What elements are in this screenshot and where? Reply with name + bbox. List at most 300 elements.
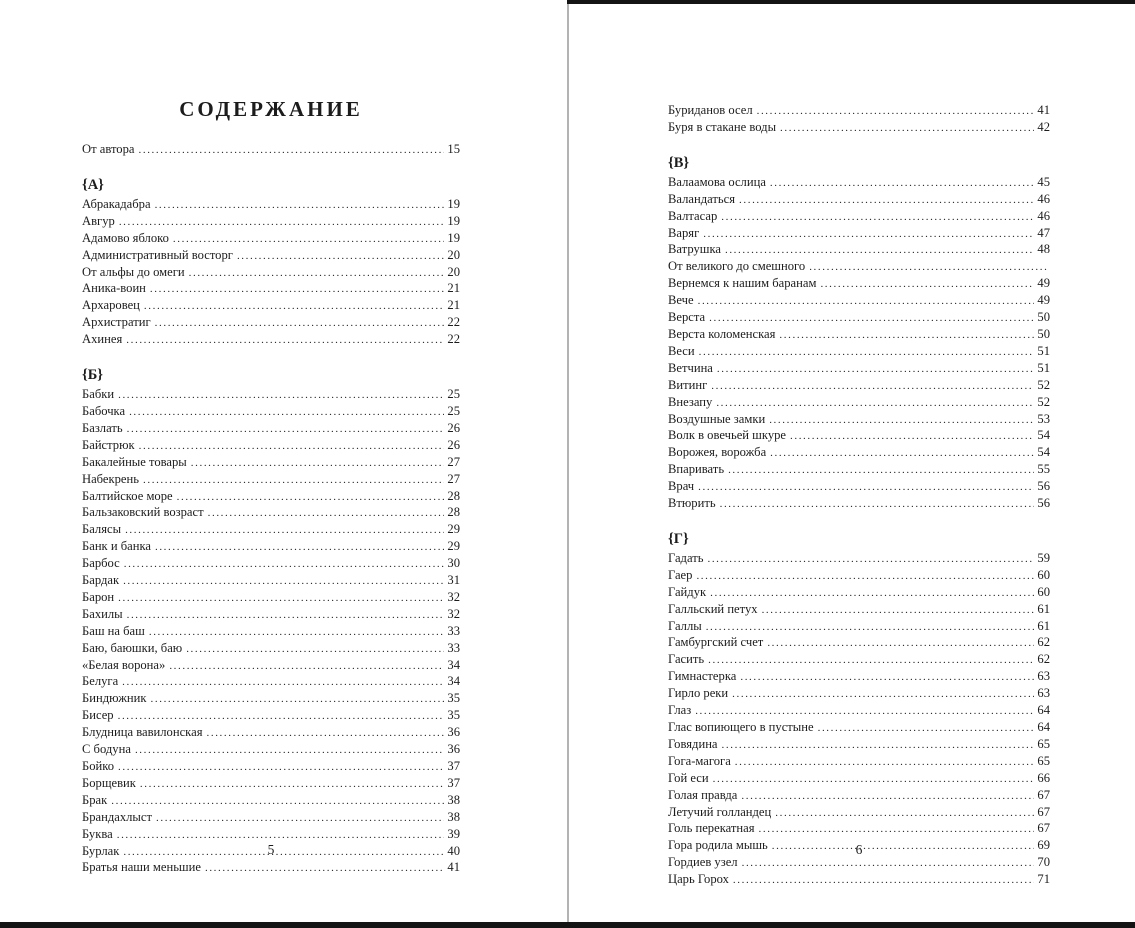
toc-entry-page: 34	[447, 657, 460, 672]
toc-entry	[82, 298, 460, 315]
dot-leader	[237, 248, 444, 265]
toc-entry	[668, 652, 1050, 669]
toc-entry	[668, 192, 1050, 209]
dot-leader	[739, 192, 1034, 209]
toc-entry-label: Архистратиг	[82, 315, 151, 330]
dot-leader	[177, 489, 445, 506]
toc-entry-label: Баш на баш	[82, 623, 145, 638]
toc-entry-page: 34	[447, 674, 460, 689]
toc-entry-label: Байстрюк	[82, 437, 135, 452]
toc-entry-label: Буриданов осел	[668, 103, 753, 117]
dot-leader	[123, 573, 444, 590]
toc-entry-page: 51	[1037, 360, 1050, 375]
toc-entry-label: Ахинея	[82, 332, 123, 347]
toc-entry-page: 63	[1037, 669, 1050, 684]
toc-entry-page: 54	[1037, 428, 1050, 443]
dot-leader	[703, 226, 1034, 243]
toc-entry	[668, 175, 1050, 192]
toc-entry-page: 41	[447, 860, 460, 875]
toc-entry	[668, 635, 1050, 652]
toc-entry	[82, 658, 460, 675]
toc-entry	[82, 776, 460, 793]
toc-entry-label: Гамбургский счет	[668, 635, 764, 650]
toc-entry	[668, 259, 1050, 276]
toc-entry-label: Бабки	[82, 387, 115, 402]
toc-entry-page: 19	[447, 196, 460, 211]
toc-entry	[668, 242, 1050, 259]
dot-leader	[118, 387, 444, 404]
toc-entry-label: Валандаться	[668, 191, 736, 206]
dot-leader	[117, 827, 445, 844]
toc-entry	[668, 293, 1050, 310]
toc-entry-label: Балтийское море	[82, 488, 173, 503]
toc-entry	[668, 619, 1050, 636]
dot-leader	[125, 522, 444, 539]
left-page-number: 5	[267, 842, 275, 857]
toc-entry-label: Волк в овечьей шкуре	[668, 428, 786, 443]
dot-leader	[720, 496, 1035, 513]
dot-leader	[696, 568, 1034, 585]
dot-leader	[139, 142, 445, 159]
toc-entry	[668, 669, 1050, 686]
toc-entry-page: 40	[447, 843, 460, 858]
right-page-content	[668, 103, 1050, 889]
toc-entry-label: Бакалейные товары	[82, 454, 187, 469]
toc-title: СОДЕРЖАНИЕ	[179, 97, 363, 121]
dot-leader	[155, 539, 444, 556]
toc-entry	[82, 691, 460, 708]
toc-entry-label: Ватрушка	[668, 242, 721, 257]
toc-entry-label: Брандахлыст	[82, 809, 152, 824]
toc-entry-label: Бардак	[82, 573, 120, 588]
toc-entry-page: 33	[447, 640, 460, 655]
toc-entry	[82, 197, 460, 214]
toc-entry	[82, 742, 460, 759]
toc-entry-label: Голь перекатная	[668, 821, 755, 836]
dot-leader	[759, 821, 1035, 838]
toc-entry-page: 31	[447, 573, 460, 588]
dot-leader	[143, 472, 444, 489]
toc-entry	[82, 725, 460, 742]
toc-entry-label: Ворожея, ворожба	[668, 445, 767, 460]
toc-entry	[668, 568, 1050, 585]
dot-leader	[722, 737, 1035, 754]
dot-leader	[698, 293, 1035, 310]
toc-entry	[82, 708, 460, 725]
right-page	[569, 0, 1135, 928]
toc-entry-page: 46	[1037, 208, 1050, 223]
toc-entry-page: 37	[447, 775, 460, 790]
toc-entry-page: 49	[1037, 276, 1050, 291]
toc-entry-page: 29	[447, 539, 460, 554]
dot-leader	[709, 310, 1034, 327]
toc-entry-label: Валаамова ослица	[668, 174, 766, 189]
dot-leader	[710, 585, 1034, 602]
toc-entry	[82, 590, 460, 607]
toc-entry	[82, 438, 460, 455]
dot-leader	[126, 332, 444, 349]
toc-entry-page: 56	[1037, 496, 1050, 511]
toc-entry-page: 36	[447, 725, 460, 740]
toc-entry-page: 49	[1037, 293, 1050, 308]
toc-entry-page: 33	[447, 623, 460, 638]
toc-entry-label: Втюрить	[668, 496, 716, 511]
toc-entry-page: 27	[447, 471, 460, 486]
dot-leader	[156, 810, 444, 827]
toc-section	[82, 363, 460, 877]
toc-entry-page: 64	[1037, 703, 1050, 718]
toc-entry-page: 50	[1037, 310, 1050, 325]
toc-entry-label: Гасить	[668, 652, 705, 667]
toc-entry-page: 67	[1037, 804, 1050, 819]
toc-entry-page: 15	[447, 142, 460, 156]
dot-leader	[728, 462, 1034, 479]
toc-entry-label: Гаер	[668, 567, 693, 582]
dot-leader	[191, 455, 445, 472]
toc-entry	[82, 624, 460, 641]
toc-entry-label: Бальзаковский возраст	[82, 505, 204, 520]
toc-entry	[668, 737, 1050, 754]
toc-entry	[668, 395, 1050, 412]
toc-entry-label: Адамово яблоко	[82, 230, 169, 245]
toc-entry-label: Гой еси	[668, 770, 709, 785]
dot-leader	[127, 421, 445, 438]
toc-entry-page: 45	[1037, 174, 1050, 189]
toc-entry	[82, 641, 460, 658]
dot-leader	[140, 776, 444, 793]
toc-entry-label: Витинг	[668, 377, 708, 392]
toc-entry-page: 67	[1037, 821, 1050, 836]
dot-leader	[118, 759, 444, 776]
toc-entry-label: Царь Горох	[668, 872, 729, 887]
toc-entry-page: 28	[447, 505, 460, 520]
toc-entry-page: 26	[447, 437, 460, 452]
toc-entry-label: «Белая ворона»	[82, 657, 166, 672]
dot-leader	[151, 691, 445, 708]
dot-leader	[169, 658, 444, 675]
toc-entry-label: Биндюжник	[82, 691, 147, 706]
toc-entry-page: 22	[447, 332, 460, 347]
toc-entry-label: Врач	[668, 479, 695, 494]
toc-entry-label: Бабочка	[82, 403, 126, 418]
dot-leader	[189, 265, 445, 282]
toc-entry-page: 52	[1037, 394, 1050, 409]
dot-leader	[118, 590, 444, 607]
toc-entry	[82, 387, 460, 404]
dot-leader	[695, 703, 1034, 720]
toc-entry	[668, 327, 1050, 344]
dot-leader	[769, 412, 1034, 429]
toc-entry	[82, 860, 460, 877]
toc-entry-page: 35	[447, 691, 460, 706]
toc-entry	[82, 421, 460, 438]
toc-entry-page: 41	[1037, 103, 1050, 117]
toc-entry-page: 32	[447, 589, 460, 604]
toc-entry-label: Летучий голландец	[668, 804, 772, 819]
toc-entry-page: 54	[1037, 445, 1050, 460]
toc-entry-page: 65	[1037, 736, 1050, 751]
toc-section	[668, 527, 1050, 889]
dot-leader	[818, 720, 1035, 737]
toc-entry	[668, 496, 1050, 513]
toc-entry-page: 60	[1037, 584, 1050, 599]
toc-entry-label: Банк и банка	[82, 539, 151, 554]
dot-leader	[122, 674, 444, 691]
toc-entry-label: С бодуна	[82, 742, 131, 757]
toc-entry	[668, 805, 1050, 822]
toc-entry-page: 21	[447, 281, 460, 296]
dot-leader	[770, 175, 1035, 192]
toc-entry-label: Абракадабра	[82, 196, 151, 211]
toc-entry	[668, 412, 1050, 429]
toc-entry-page: 32	[447, 606, 460, 621]
toc-entry	[82, 489, 460, 506]
toc-entry	[82, 265, 460, 282]
dot-leader	[708, 652, 1034, 669]
toc-entry-label: Гордиев узел	[668, 855, 738, 870]
dot-leader	[155, 197, 445, 214]
toc-entry-label: Ветчина	[668, 360, 713, 375]
toc-entry	[82, 522, 460, 539]
dot-leader	[111, 793, 444, 810]
toc-entry	[668, 754, 1050, 771]
toc-entry-label: Буря в стакане воды	[668, 119, 777, 134]
toc-entry-label: Бахилы	[82, 606, 123, 621]
toc-entry	[82, 505, 460, 522]
toc-entry-label: Гайдук	[668, 584, 707, 599]
toc-entry	[82, 332, 460, 349]
toc-entry	[668, 686, 1050, 703]
toc-entry-label: Бисер	[82, 708, 114, 723]
dot-leader	[713, 771, 1035, 788]
toc-entry-label: Бойко	[82, 759, 115, 773]
dot-leader	[741, 788, 1034, 805]
toc-entry-page: 37	[447, 759, 460, 773]
toc-entry-page: 30	[447, 556, 460, 571]
toc-entry-page: 69	[1037, 838, 1050, 853]
toc-entry-page: 42	[1037, 119, 1050, 134]
toc-entry-page: 21	[447, 298, 460, 313]
toc-entry	[668, 209, 1050, 226]
dot-leader	[717, 361, 1035, 378]
toc-entry-label: Административный восторг	[82, 247, 233, 262]
toc-entry	[82, 810, 460, 827]
toc-entry-page: 25	[447, 403, 460, 418]
dot-leader	[186, 641, 444, 658]
toc-entry-page: 59	[1037, 550, 1050, 565]
dot-leader	[790, 428, 1034, 445]
toc-entry-page: 36	[447, 742, 460, 757]
toc-entry	[82, 827, 460, 844]
toc-entry-label: Веси	[668, 343, 695, 358]
dot-leader	[779, 327, 1034, 344]
toc-entry-page: 46	[1037, 191, 1050, 206]
toc-entry-label: От великого до смешного	[668, 259, 806, 274]
dot-leader	[118, 708, 445, 725]
toc-entry-page: 20	[447, 247, 460, 262]
toc-entry	[668, 103, 1050, 120]
dot-leader	[820, 276, 1034, 293]
toc-entry-label: Блудница вавилонская	[82, 725, 203, 740]
dot-leader	[735, 754, 1035, 771]
dot-leader	[707, 551, 1034, 568]
toc-entry-page: 35	[447, 708, 460, 723]
toc-entry	[668, 276, 1050, 293]
toc-entry-page: 52	[1037, 377, 1050, 392]
toc-entry-label: Авгур	[82, 213, 115, 228]
toc-entry-page: 55	[1037, 462, 1050, 477]
toc-entry	[82, 455, 460, 472]
dot-leader	[208, 505, 445, 522]
toc-entry	[668, 720, 1050, 737]
section-heading: {А}	[82, 176, 104, 193]
dot-leader	[139, 438, 445, 455]
toc-entry	[82, 142, 460, 159]
section-heading: {Г}	[668, 530, 689, 547]
toc-entry-label: Голая правда	[668, 787, 738, 802]
toc-entry	[668, 821, 1050, 838]
toc-entry	[668, 703, 1050, 720]
toc-entry	[668, 872, 1050, 889]
toc-entry-label: Борщевик	[82, 775, 136, 790]
toc-section	[668, 151, 1050, 513]
toc-entry-page: 61	[1037, 618, 1050, 633]
dot-leader	[155, 315, 445, 332]
toc-entry	[668, 585, 1050, 602]
toc-entry	[668, 428, 1050, 445]
toc-entry-label: Братья наши меньшие	[82, 860, 201, 875]
dot-leader	[205, 860, 444, 877]
toc-entry-label: Гирло реки	[668, 686, 729, 701]
toc-entry-page: 53	[1037, 411, 1050, 426]
toc-entry	[82, 573, 460, 590]
toc-entry-label: Гадать	[668, 550, 704, 565]
dot-leader	[780, 120, 1034, 137]
toc-entry-page: 51	[1037, 343, 1050, 358]
toc-entry	[82, 404, 460, 421]
toc-entry-label: От автора	[82, 142, 135, 156]
toc-entry-label: Набекрень	[82, 471, 140, 486]
toc-entry-page: 63	[1037, 686, 1050, 701]
toc-entry-page: 19	[447, 213, 460, 228]
dot-leader	[762, 602, 1035, 619]
toc-entry-label: Аника-воин	[82, 281, 146, 296]
dot-leader	[767, 635, 1034, 652]
toc-entry-label: Архаровец	[82, 298, 140, 313]
toc-entry	[668, 226, 1050, 243]
toc-entry-page: 39	[447, 826, 460, 841]
toc-entry-label: Белуга	[82, 674, 119, 689]
toc-entry-page: 67	[1037, 787, 1050, 802]
toc-entry	[668, 551, 1050, 568]
toc-entry-label: Вече	[668, 293, 694, 308]
toc-entry-page: 25	[447, 387, 460, 402]
toc-entry	[82, 759, 460, 776]
dot-leader	[775, 805, 1034, 822]
toc-entry-page: 47	[1037, 225, 1050, 240]
toc-section	[82, 173, 460, 349]
toc-entry-label: Гора родила мышь	[668, 838, 768, 853]
toc-entry-page: 56	[1037, 479, 1050, 494]
toc-entry-page: 48	[1037, 242, 1050, 257]
toc-entry-label: Буква	[82, 826, 113, 841]
toc-entry-label: Вернемся к нашим баранам	[668, 276, 817, 291]
toc-entry-label: Брак	[82, 792, 108, 807]
right-page-number: 6	[855, 842, 863, 857]
section-heading: {В}	[668, 154, 690, 171]
toc-entry-page: 60	[1037, 567, 1050, 582]
toc-entry-page: 62	[1037, 652, 1050, 667]
toc-entry	[668, 788, 1050, 805]
toc-entry-label: От альфы до омеги	[82, 264, 185, 279]
toc-entry-label: Впаривать	[668, 462, 725, 477]
toc-entries-group	[82, 142, 460, 159]
toc-entry	[82, 607, 460, 624]
section-heading: {Б}	[82, 367, 104, 384]
toc-entry	[82, 793, 460, 810]
dot-leader	[716, 395, 1034, 412]
dot-leader	[144, 298, 444, 315]
toc-entry	[668, 479, 1050, 496]
dot-leader	[173, 231, 444, 248]
toc-entry-label: Варяг	[668, 225, 700, 240]
toc-entry	[82, 281, 460, 298]
toc-entry-page: 70	[1037, 855, 1050, 870]
toc-entry	[82, 315, 460, 332]
left-page	[0, 0, 567, 928]
toc-entry	[668, 771, 1050, 788]
toc-entry-label: Верста коломенская	[668, 326, 776, 341]
right-page-entries	[668, 103, 1050, 889]
toc-entry-page: 61	[1037, 601, 1050, 616]
toc-entry-label: Гимнастерка	[668, 669, 737, 684]
toc-entry-label: Баю, баюшки, баю	[82, 640, 183, 655]
toc-entry	[668, 361, 1050, 378]
toc-entry	[82, 674, 460, 691]
dot-leader	[698, 479, 1034, 496]
dot-leader	[119, 214, 445, 231]
toc-entry-label: Балясы	[82, 522, 122, 537]
toc-entry	[668, 462, 1050, 479]
toc-entry-label: Гога-магога	[668, 753, 731, 768]
toc-entry	[668, 344, 1050, 361]
toc-entry-page: 28	[447, 488, 460, 503]
toc-entry-page: 29	[447, 522, 460, 537]
toc-entry-label: Барбос	[82, 556, 120, 571]
toc-entry	[668, 602, 1050, 619]
dot-leader	[733, 872, 1034, 889]
left-page-entries	[82, 142, 460, 877]
toc-entry-label: Бурлак	[82, 843, 120, 858]
dot-leader	[770, 445, 1034, 462]
toc-entry-page: 50	[1037, 326, 1050, 341]
dot-leader	[706, 619, 1035, 636]
toc-entry	[668, 120, 1050, 137]
toc-entry-page: 64	[1037, 720, 1050, 734]
dot-leader	[150, 281, 444, 298]
dot-leader	[129, 404, 444, 421]
toc-entry-label: Внезапу	[668, 394, 713, 409]
toc-entry	[82, 556, 460, 573]
toc-entry-page: 26	[447, 420, 460, 435]
toc-entry-page: 38	[447, 792, 460, 807]
toc-entry	[82, 214, 460, 231]
dot-leader	[732, 686, 1034, 703]
toc-entry	[668, 378, 1050, 395]
toc-entry-page: 20	[447, 264, 460, 279]
toc-entry	[82, 472, 460, 489]
toc-entry-label: Говядина	[668, 736, 718, 751]
